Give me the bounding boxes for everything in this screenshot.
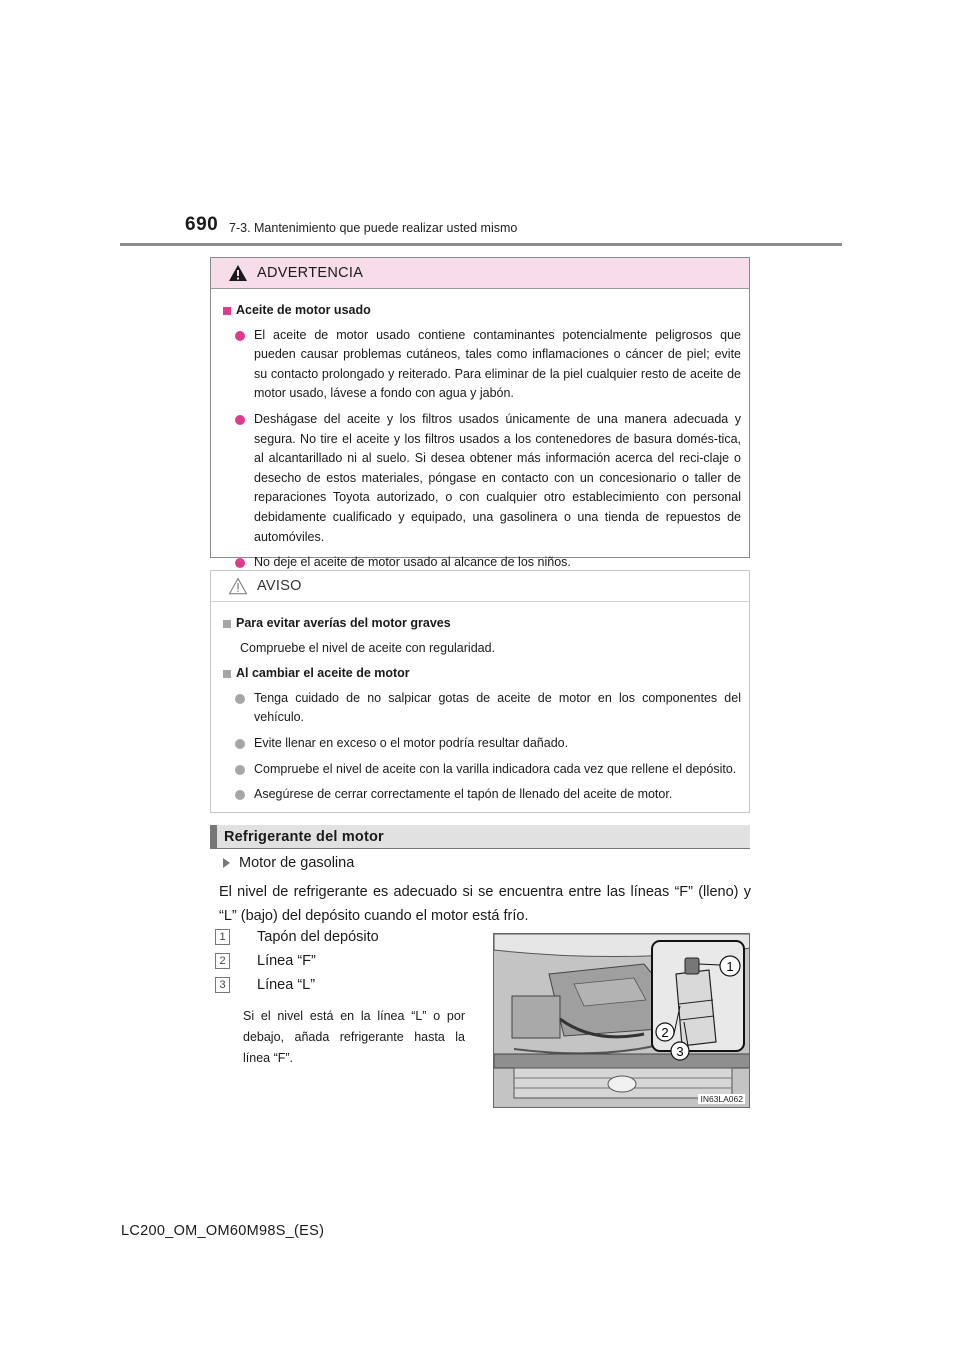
warning-body xyxy=(211,289,749,573)
list-item: Evite llenar en exceso o el motor podría resultar dañado. xyxy=(235,734,741,754)
coolant-section-heading: Refrigerante del motor xyxy=(210,825,750,849)
legend-item: 3 Línea “L” xyxy=(215,977,315,993)
notice-topic: Para evitar averías del motor graves xyxy=(223,614,741,634)
engine-bay-illustration xyxy=(493,933,750,1108)
list-item: Tenga cuidado de no salpicar gotas de aceite de motor en los componentes del vehículo. xyxy=(235,689,741,728)
number-badge: 2 xyxy=(215,953,230,969)
triangle-pointer-icon xyxy=(223,858,230,868)
coolant-paragraph: El nivel de refrigerante es adecuado si se encuentra entre las líneas “F” (lleno) y “L” (bajo) del depósito cuando el motor está frío. xyxy=(219,884,751,924)
figure-code: IN63LA062 xyxy=(700,1094,743,1104)
warning-title: ADVERTENCIA xyxy=(257,265,364,281)
legend-item: 1 Tapón del depósito xyxy=(215,929,379,945)
coolant-note: Si el nivel está en la línea “L” o por debajo, añada refrigerante hasta la línea “F”. xyxy=(243,1009,465,1065)
legend-item: 2 Línea “F” xyxy=(215,953,316,969)
notice-box xyxy=(210,570,750,813)
notice-body xyxy=(211,602,749,805)
list-item: Asegúrese de cerrar correctamente el tapón de llenado del aceite de motor. xyxy=(235,785,741,805)
circle-bullet-icon xyxy=(235,739,245,749)
circle-bullet-icon xyxy=(235,415,245,425)
number-badge: 1 xyxy=(215,929,230,945)
list-item: El aceite de motor usado contiene contaminantes potencialmente peligrosos que pueden causar problemas cutáneos, tales como inflamaciones o cáncer de piel; evite su contacto prolongado y reiterado. Para eliminar de la piel cualquier resto de aceite de motor usado, lávese a fondo con agua y jabón. xyxy=(235,326,741,404)
heading-accent-bar xyxy=(210,825,217,849)
circle-bullet-icon xyxy=(235,765,245,775)
warning-header xyxy=(211,258,749,289)
circle-bullet-icon xyxy=(235,558,245,568)
circle-bullet-icon xyxy=(235,790,245,800)
notice-header xyxy=(211,571,749,602)
square-bullet-icon xyxy=(223,670,231,678)
circle-bullet-icon xyxy=(235,331,245,341)
list-item: Compruebe el nivel de aceite con la varilla indicadora cada vez que rellene el depósito. xyxy=(235,760,741,780)
square-bullet-icon xyxy=(223,620,231,628)
callout-1: 1 xyxy=(726,959,734,974)
header-divider xyxy=(120,243,842,246)
engine-type-label: Motor de gasolina xyxy=(223,855,354,871)
circle-bullet-icon xyxy=(235,694,245,704)
warning-topic: Aceite de motor usado xyxy=(223,301,741,321)
caution-triangle-icon xyxy=(228,577,248,595)
list-item: No deje el aceite de motor usado al alcance de los niños. xyxy=(235,553,741,573)
notice-topic: Al cambiar el aceite de motor xyxy=(223,664,741,684)
notice-text: Compruebe el nivel de aceite con regularidad. xyxy=(240,640,496,655)
warning-box xyxy=(210,257,750,570)
square-bullet-icon xyxy=(223,307,231,315)
engine-bay-drawing xyxy=(494,934,750,1108)
number-badge: 3 xyxy=(215,977,230,993)
warning-triangle-icon xyxy=(228,264,248,282)
notice-title: AVISO xyxy=(257,578,302,594)
manual-code: LC200_OM_OM60M98S_(ES) xyxy=(121,1223,325,1239)
callout-3: 3 xyxy=(676,1044,684,1059)
page-number: 690 xyxy=(185,214,219,235)
list-item: Deshágase del aceite y los filtros usados únicamente de una manera adecuada y segura. No tire el aceite y los filtros usados a los contenedores de basura domés-tica, al alcantarillado ni al suelo. Si desea obtener más información acerca del reci-claje o desecho de estos materiales, póngase en contacto con un concesionario o taller de reparaciones Toyota autorizado, o con cualquier otro establecimiento con personal debidamente cualificado y equipado, una gasolinera o una tienda de repuestos de automóviles. xyxy=(235,410,741,547)
section-title: 7-3. Mantenimiento que puede realizar usted mismo xyxy=(229,221,518,235)
callout-2: 2 xyxy=(661,1025,669,1040)
